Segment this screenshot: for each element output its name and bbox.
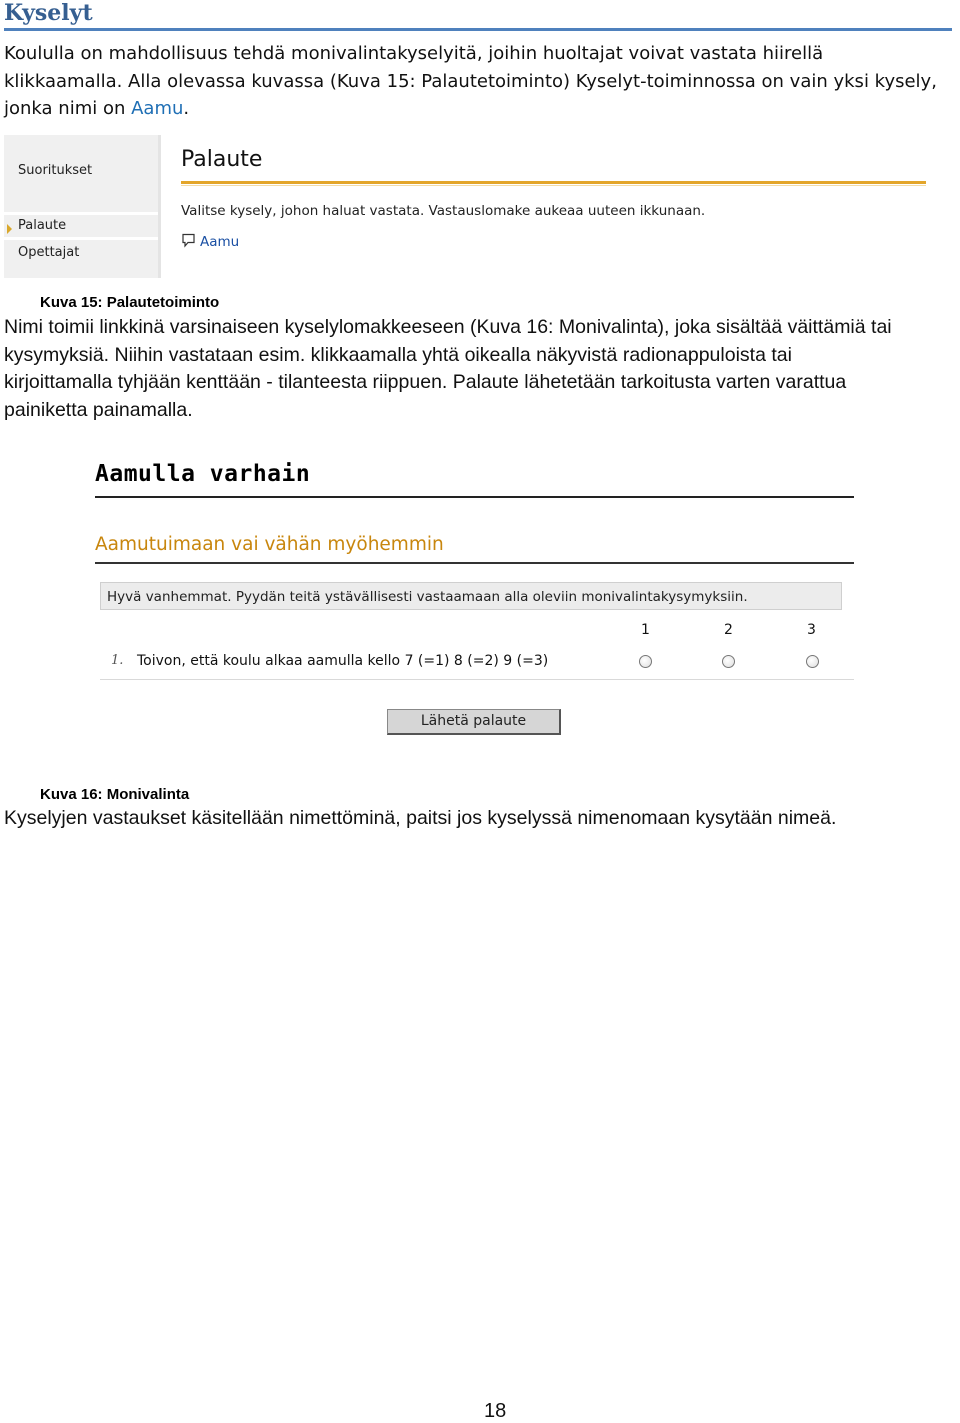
- figure-16-caption: Kuva 16: Monivalinta: [40, 786, 190, 803]
- intro-line-3-prefix: jonka nimi on: [4, 98, 132, 119]
- nav-divider: [4, 237, 158, 240]
- title-rule: [181, 181, 926, 184]
- palaute-instruction: Valitse kysely, johon haluat vastata. Vastauslomake aukeaa uuteen ikkunaan.: [181, 203, 706, 219]
- body-line-1: Nimi toimii linkkinä varsinaiseen kyselylomakkeeseen (Kuva 16: Monivalinta), joka sisältää väittämiä tai: [4, 316, 892, 338]
- radio-option-1[interactable]: [639, 655, 652, 668]
- sidebar-nav: [4, 135, 161, 278]
- subtitle-rule: [95, 562, 854, 564]
- body-line-2: kysymyksiä. Niihin vastataan esim. klikkaamalla yhtä oikealla näkyvistä radionappuloista tai: [4, 343, 792, 366]
- nav-item-opettajat[interactable]: Opettajat: [18, 245, 80, 260]
- closing-paragraph: Kyselyjen vastaukset käsitellään nimettöminä, paitsi jos kyselyssä nimenomaan kysytään nimeä.: [4, 807, 837, 829]
- body-paragraph: [4, 314, 952, 424]
- question-text: Toivon, että koulu alkaa aamulla kello 7 (=1) 8 (=2) 9 (=3): [137, 653, 549, 669]
- nav-item-palaute[interactable]: Palaute: [18, 218, 67, 233]
- page-number: 18: [484, 1400, 507, 1422]
- figure-16-screenshot: [95, 455, 857, 740]
- speech-bubble-icon: [181, 233, 196, 252]
- form-title: Aamulla varhain: [95, 461, 311, 487]
- question-divider: [100, 679, 854, 680]
- scale-label-3: 3: [807, 622, 816, 638]
- intro-line-3-suffix: .: [183, 98, 190, 119]
- figure-15-caption: Kuva 15: Palautetoiminto: [40, 294, 220, 311]
- nav-item-suoritukset[interactable]: Suoritukset: [18, 163, 93, 178]
- active-arrow-icon: [7, 224, 12, 234]
- body-line-4: painiketta painamalla.: [4, 398, 193, 421]
- submit-feedback-button[interactable]: Lähetä palaute: [387, 709, 561, 735]
- intro-line-3: [4, 95, 952, 123]
- palaute-title: Palaute: [181, 147, 263, 172]
- figure-15-screenshot: [4, 135, 934, 278]
- aamu-link-text: Aamu: [131, 98, 184, 119]
- title-rule: [95, 496, 854, 498]
- intro-line-1: Koululla on mahdollisuus tehdä monivalintakyselyitä, joihin huoltajat voivat vastata hiirellä: [4, 43, 824, 64]
- survey-link-label[interactable]: Aamu: [200, 234, 240, 250]
- scale-label-2: 2: [724, 622, 733, 638]
- radio-option-3[interactable]: [806, 655, 819, 668]
- form-intro: Hyvä vanhemmat. Pyydän teitä ystävällisesti vastaamaan alla oleviin monivalintakysymyksiin.: [100, 582, 842, 610]
- intro-paragraph: [4, 40, 952, 123]
- survey-link-aamu[interactable]: [181, 233, 239, 252]
- nav-divider: [4, 212, 158, 215]
- section-heading: Kyselyt: [4, 0, 952, 31]
- form-subtitle: Aamutuimaan vai vähän myöhemmin: [95, 534, 444, 555]
- title-rule-shadow: [181, 185, 926, 186]
- intro-line-2: klikkaamalla. Alla olevassa kuvassa (Kuva 15: Palautetoiminto) Kyselyt-toiminnossa on vain yksi kysely,: [4, 70, 937, 92]
- question-number: 1.: [111, 653, 124, 668]
- scale-label-1: 1: [641, 622, 650, 638]
- radio-option-2[interactable]: [722, 655, 735, 668]
- body-line-3: kirjoittamalla tyhjään kenttään - tilanteesta riippuen. Palaute lähetetään tarkoitusta varten varattua: [4, 371, 847, 393]
